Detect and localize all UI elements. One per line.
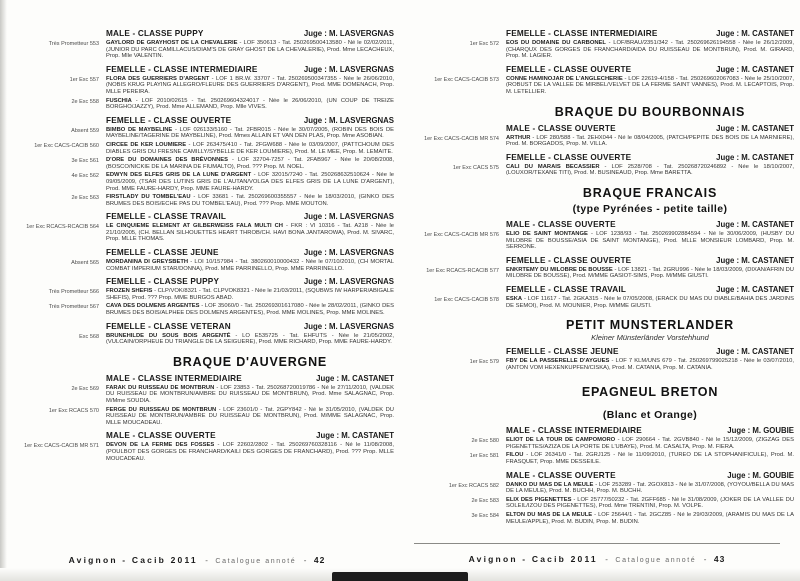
footer-event-title: Avignon - Cacib 2011 [68,555,198,565]
dog-details: - LOF 026133/5160 - Tat. 2FBR015 - Née le 30/07/2005, (ROBIN DES BOIS DE MAYBELINE/TAGERINE DE MAYBELINE), Prod. Mmes ALLAIN ET VAN DEN PLAS, Prop. Mme ASOBIAN. [106,126,394,140]
class-label: FEMELLE - CLASSE OUVERTE [506,152,632,162]
entry-row [0,157,394,170]
dog-name: ENKRTEMY DU MILOBRE DE BOUSSE [506,266,613,273]
dog-name: MORDANINA DI GREYSBETH [106,259,189,266]
award-annotation: Exc 568 [79,333,99,340]
award-annotation: 3e Exc 561 [71,158,99,165]
dog-details: - LOF 33681 - Tat. 250269600355557 - Née le 18/03/2010, (GINKO DES BRUMES DES BOIS/ECHE PAS DU TOMBEL'EAU), Prod. ??? Prop. MME MOUTON. [106,194,394,207]
dog-name: DEVON DE LA FERME DES FOSSES [106,442,215,449]
dog-name: CIRCEE DE KER LOUMIERE [106,141,187,148]
dog-details: - LOF 32015/7240 - Tat. 250268632510624 - Née le 09/05/2009, (TSAR DES LUTINS GRIS DE L'AUTAN/VOLGA DES ELFES GRIS DE LA LUNE D'ARGENT), Prod. MME FAURE-HARDY, Prop. MME FAURE-HARDY. [106,172,394,192]
award-annotation: 1er Exc CACS-CACIB 573 [434,76,499,83]
breed-heading [506,186,794,215]
class-header [106,29,394,38]
class-label: FEMELLE - CLASSE INTERMEDIAIRE [506,29,658,38]
entry-row [400,40,794,60]
scan-binding-mark [332,572,468,581]
entry-row [0,385,394,405]
judge-label: Juge : M. CASTANET [716,284,794,294]
breed-title: BRAQUE FRANCAIS [582,185,718,200]
class-label: FEMELLE - CLASSE PUPPY [106,277,220,287]
dog-name: FUSCHIA [106,97,132,104]
judge-label: Juge : M. LASVERGNAS [303,277,394,287]
judge-label: Juge : M. CASTANET [716,123,794,133]
dog-entry-text [106,142,394,155]
breed-subtitle: Kleiner Münsterländer Vorstehhund [591,333,709,343]
entry-row [400,296,794,309]
class-header [106,212,394,221]
class-label: FEMELLE - CLASSE OUVERTE [106,115,232,125]
dog-details: - LOF 290664 - Tat. 2GVB840 - Né le 15/12/2009, (ZIGZAG DES PIGENETTES/AZIZA DE LA PORTE DE L'UBAYE), Prod. M. CASALTA, Prop. M. FIERA. [506,437,794,450]
entry-row [0,142,394,155]
entry-row [400,76,794,96]
breed-heading [506,105,794,119]
dog-entry-text [106,40,394,60]
dog-entry-text [506,452,794,465]
footer-catalog-label: Catalogue annoté [215,558,297,565]
award-annotation: Très Prometteur 567 [48,304,99,311]
judge-label: Juge : M. CASTANET [716,255,794,265]
page-43-footer [414,543,780,567]
dog-name: ELIX DES PIGENETTES [506,496,572,503]
dog-name: FILOU [506,452,524,459]
dog-name: BIMBO DE MAYBELINE [106,126,173,133]
dog-name: BRUNEHILDE DU SOUS BOIS ARGENTÉ [106,332,231,339]
dog-entry-text [506,497,794,510]
breed-heading [506,318,794,342]
award-annotation: 1er Exc RCACS-RCACIB 577 [426,267,499,274]
judge-label: Juge : M. LASVERGNAS [303,115,394,125]
dog-details: - LOF 23601/0 - Tat. 2GPY842 - Né le 31/05/2010, (VALDEK DU RUISSEAU DE MONTBRUN/AMBRE DU RUISSEAU DE MONTBRUN), Prod. M/MME SALAGNAC, Prop. MLLE MOUCADEAU. [106,406,394,426]
entry-row [0,76,394,96]
class-label: FEMELLE - CLASSE TRAVAIL [506,284,627,294]
dog-entry-text [106,172,394,192]
judge-label: Juge : M. CASTANET [716,64,794,74]
entry-row [400,452,794,465]
page-42-content [0,24,394,546]
award-annotation: 3e Exc 584 [471,513,499,520]
award-annotation: Absent 559 [71,127,99,134]
award-annotation: 1er Exc 572 [469,41,499,47]
footer-catalog-label: Catalogue annoté [615,557,697,564]
class-label: MALE - CLASSE INTERMEDIAIRE [506,426,642,436]
dog-name: D'ORE DU DOMAINES DES BRÉVONNES [106,157,229,164]
dog-details: - LOF 11617 - Tat. 2GKA315 - Née le 07/05/2008, (ERACK DU MAS DU DIABLE/BAHIA DES JARDINS DE SEMOI), Prod. M. MOUNIER, Prop. M/MME GIUSTI. [506,295,794,309]
footer-separator: - [703,555,707,564]
entry-row [0,223,394,243]
dog-details: - CLP/VOK/8321 - Tat. CLPVOK8321 - Née le 21/03/2011, (SQUBWS IW HARPER/ABIGALE SHEFIS), Prod. ??? Prop. MME BURGOS ABAD. [106,288,394,301]
dog-entry-text [506,358,794,371]
judge-label: Juge : M. CASTANET [716,219,794,229]
award-annotation: 1er Exc CACS-CACIB 560 [34,142,99,149]
dog-details: - LO E535725 - Tat. EHFUTS - Née le 21/05/2002, (VULCAIN/ORPHEUE DU TRIANGLE DE LA SEIGUERE), Prod. MME RICHARD, Prop. MME FAURE-HARDY. [106,332,394,346]
judge-label: Juge : M. CASTANET [716,29,794,38]
dog-entry-text [106,223,394,243]
class-header [106,65,394,74]
award-annotation: 1er Exc RCACS 582 [448,482,499,489]
entry-row [400,164,794,177]
award-annotation: Très Prometteur 553 [48,41,99,47]
dog-name: CAVA DES DOLMENS ARGENTES [106,303,200,310]
dog-entry-text [506,40,794,60]
judge-label: Juge : M. CASTANET [316,373,394,383]
dog-details: - LOF 263475/410 - Tat. 2FGW688 - Née le 03/09/2007, (PATTCHOUM DES DIABLES GRIS DU FRESNE CAMILLY/SYBELLE DE KER LOUMIERE), Prod. M. LE MEE, Prop. M. LEMAITE. [106,141,394,155]
class-header [106,374,394,383]
dog-entry-text [106,127,394,140]
entry-row [0,40,394,60]
entry-row [0,333,394,346]
entry-row [0,407,394,427]
dog-entry-text [106,194,394,207]
dog-entry-text [106,303,394,316]
dog-details: - LOF 350613 - Tat. 250269500413580 - Né le 02/02/2011, (JUNIOR DU PARC CAMILLACUS/DIAM'S DE GRAY GHOST DE LA CHEVALERIE), Prod. Mme LECACHEUX, Prop. Mlle VALENTIN. [106,40,394,60]
entry-row [0,127,394,140]
dog-name: CONNE HAMINOJAR DE L'ANGLECHERIE [506,75,623,82]
award-annotation: 1er Exc RCACS-RCACIB 564 [26,224,99,231]
dog-entry-text [106,98,394,111]
class-header [506,285,794,294]
judge-label: Juge : M. CASTANET [716,152,794,162]
footer-page-number: 43 [713,554,726,564]
dog-name: FERGE DU RUISSEAU DE MONTBRUN [106,406,217,413]
award-annotation: 1er Exc CACS-CACIB MR 574 [424,135,499,142]
class-label: FEMELLE - CLASSE OUVERTE [506,255,632,265]
judge-label: Juge : M. LASVERGNAS [303,212,394,222]
class-header [506,426,794,435]
entry-row [400,482,794,495]
dog-name: FROZEN SHEFIS [106,288,153,295]
dog-details: - LOF 25777/50232 - Tat. 2GFF685 - Né le 31/08/2009, (JOKER DE LA VALLEE DU SOLEIL/IZOU DES PIGENETTES), Prod. Mme TRENTINI, Prop. M. VOLPE. [506,496,794,510]
entry-row [0,98,394,111]
class-label: FEMELLE - CLASSE JEUNE [506,347,619,357]
breed-heading [506,385,794,421]
class-label: MALE - CLASSE OUVERTE [106,431,216,441]
award-annotation: 2e Exc 563 [71,195,99,202]
dog-entry-text [106,407,394,427]
award-annotation: 1er Exc CACS-CACIB 578 [434,296,499,303]
dog-details: - LOF 280/588 - Tat. 2EHX044 - Né le 08/04/2005, (PATCH/PEPITE DES BOIS DE LA MARNIERE), Prod. M. BORGADOS, Prop. M. VILLA. [506,134,794,148]
dog-name: FLORA DES GUERRIERS D'ARGENT [106,75,210,82]
judge-label: Juge : M. LASVERGNAS [303,29,394,38]
award-annotation: 1er Exc 579 [469,359,499,366]
dog-details: - LOF 253289 - Tat. 2GOX813 - Né le 31/07/2008, (YOYOU/BELLA DU MAS DE LA MEULE), Prod. M. BUCHH, Prop. M. BUCHH. [506,481,794,495]
dog-details: - LOF 32704-7257 - Tat. 2FAB967 - Née le 20/08/2008, (BOSCO/NICKIE DE LA MARINA DE FIUMALTO), Prod. ??? Prop. M. NOEL. [106,157,394,170]
class-header [506,220,794,229]
breed-title: BRAQUE D'AUVERGNE [172,354,328,369]
award-annotation: 2e Exc 580 [471,438,499,445]
footer-event-title: Avignon - Cacib 2011 [468,554,598,564]
class-label: FEMELLE - CLASSE VETERAN [106,321,231,331]
breed-title: BRAQUE DU BOURBONNAIS [554,104,746,119]
class-label: MALE - CLASSE INTERMEDIAIRE [106,373,242,383]
class-header [506,256,794,265]
dog-entry-text [506,135,794,148]
class-header [506,471,794,480]
dog-name: ARTHUR [506,134,531,141]
dog-entry-text [506,437,794,450]
footer-separator: - [605,555,608,564]
class-header [506,29,794,38]
entry-row [0,288,394,301]
dog-name: ELIO DE SAINT MONTANGE [506,230,588,237]
award-annotation: 2e Exc 583 [471,497,499,504]
class-header [106,322,394,331]
dog-entry-text [506,482,794,495]
entry-row [0,442,394,462]
dog-name: GAYLORD DE GRAYHOST DE LA CHEVALERIE [106,40,238,46]
breed-subtitle: (type Pyrénées - petite taille) [572,202,728,215]
entry-row [0,194,394,207]
dog-entry-text [506,231,794,251]
award-annotation: 2e Exc 569 [71,385,99,392]
dog-entry-text [106,76,394,96]
dog-entry-text [506,267,794,280]
dog-entry-text [106,157,394,170]
dog-entry-text [506,164,794,177]
entry-row [400,135,794,148]
dog-name: DANKO DU MAS DE LA MEULE [506,481,594,488]
class-label: MALE - CLASSE OUVERTE [506,470,616,480]
dog-name: FBY DE LA PASSERELLE D'AYGUES [506,358,610,365]
award-annotation: 1er Exc 557 [69,76,99,83]
judge-label: Juge : M. CASTANET [316,431,394,441]
entry-row [400,497,794,510]
class-header [106,248,394,257]
dog-details: - FKR : VI 10316 - Tat. A218 - Née le 21/10/2005, (CH. BELLAN SILHOUETTES HEART THROB/CH. HAVI BONA JANTAROWA), Prod. M. SIVARC, Prop. MLLE THOMAS. [106,223,394,243]
entry-row [400,267,794,280]
entry-row [400,512,794,525]
class-label: MALE - CLASSE OUVERTE [506,123,616,133]
footer-separator: - [205,556,208,565]
award-annotation: 1er Exc CACS 575 [452,164,499,171]
judge-label: Juge : M. GOUBIE [727,470,794,480]
judge-label: Juge : M. GOUBIE [727,426,794,436]
dog-details: - LOF 13821 - Tat. 2GRU996 - Née le 18/03/2009, (DIXAN/AFRIN DU MILOBRE DE BOUSSE), Prod. M/MME GASIOT-SIMS, Prop. M/MME GIUSTI. [506,266,794,280]
dog-details: - LOF 7 KLM/UNS 679 - Tat. 250269799025218 - Née le 03/07/2010, (ANTON VOM HEXENKUPFEN/CISKA), Prod. M. CATANIA, Prop. M. CATANIA. [506,358,794,371]
page-42-footer [14,550,380,568]
class-header [506,347,794,356]
class-header [506,65,794,74]
dog-details: - LOF 35060/0 - Tat. 250269301617080 - Née le 28/02/2011, (GINKO DES BRUMES DES BOIS/ALPHEE DES DOLMENS ARGENTES), Prod. MME MOLINES, Prop. MME MOLINES. [106,303,394,317]
class-label: MALE - CLASSE PUPPY [106,29,204,38]
breed-title: EPAGNEUL BRETON [581,385,719,400]
dog-name: LE CINQUIEME ELEMENT AT GILBERWEISS FALA MULTI CH [106,223,283,230]
class-header [106,431,394,440]
class-label: FEMELLE - CLASSE OUVERTE [506,64,632,74]
entry-row [400,231,794,251]
judge-label: Juge : M. LASVERGNAS [303,248,394,258]
dog-entry-text [106,385,394,405]
award-annotation: 1er Exc CACS-CACIB MR 571 [24,443,99,450]
award-annotation: 1er Exc RCACS 570 [48,407,99,414]
page-43-content [400,24,794,546]
class-header [506,124,794,133]
class-label: FEMELLE - CLASSE INTERMEDIAIRE [106,64,258,74]
dog-name: FIRSTLADY DU TOMBEL'EAU [106,194,191,201]
dog-name: ELIOT DE LA TOUR DE CAMPOMORO [506,437,616,444]
dog-details: - LOF/BRAU/2351/342 - Tat. 250269626194558 - Née le 26/12/2009, (CHARQUX DES GORGES DE FRANCHARD/AIDA DU RUISSEAU DE MONTBRUN), Prod. M. GIRARD, Prop. M. LAGIER. [506,40,794,60]
dog-name: EDWYN DES ELFES GRIS DE LA LUNE D'ARGENT [106,172,252,179]
judge-label: Juge : M. LASVERGNAS [303,64,394,74]
entry-row [400,437,794,450]
dog-name: ESKA [506,295,523,302]
dog-details: - LOF 23853 - Tat. 250268720019786 - Né le 27/11/2010, (VALDEK DU RUISSEAU DE MONTBRUN/AMBRE DU RUISSEAU DE MONTBRUN), Prod. Mme SALAGNAC, Prop. M/Mme SOUDIA. [106,384,394,404]
class-label: FEMELLE - CLASSE JEUNE [106,248,219,258]
entry-row [0,303,394,316]
dog-entry-text [106,442,394,462]
award-annotation: Absent 565 [71,260,99,267]
award-annotation: 4e Exc 562 [71,173,99,180]
dog-details: - LOF 26341/0 - Tat. 2GRJ125 - Né le 11/09/2010, (TUREO DE LA STOPHANIFICULE), Prod. M. FRASQUET, Prop. MME DESSEILE. [506,452,794,466]
judge-label: Juge : M. CASTANET [716,347,794,357]
class-label: FEMELLE - CLASSE TRAVAIL [106,212,227,222]
dog-details: - LOF 1 BR.W. 33707 - Tat. 250269500347355 - Née le 26/06/2010, (NOBIS KRUG PLAYING ALLEGRO/FLEURE DES GUERRIERS D'ARGENT), Prod. MME DOMENACH, Prop. MLLE PEREIRA. [106,75,394,95]
dog-entry-text [106,259,394,272]
dog-entry-text [506,512,794,525]
breed-title: PETIT MUNSTERLANDER [566,318,734,333]
dog-entry-text [106,288,394,301]
entry-row [0,172,394,192]
class-header [506,153,794,162]
dog-entry-text [506,296,794,309]
dog-name: ELTON DU MAS DE LA MEULE [506,512,593,519]
award-annotation: 2e Exc 558 [71,98,99,105]
award-annotation: Très Prometteur 566 [48,289,99,296]
dog-entry-text [506,76,794,96]
entry-row [400,358,794,371]
dog-details: - LOF 2528/708 - Tat. 250268720246892 - Née le 18/10/2007, (LOUXOR/TEXANE TITI), Prod. M. BUSINEAUD, Prop. Mme BARETTA. [506,163,794,177]
dog-details: - LOF 22602/2802 - Tat. 250269760328116 - Né le 11/08/2008, (POULBOT DES GORGES DE FRANCHARD/KAILI DES GORGES DE FRANCHARD), Prod. ??? Prop. MLLE MOUCADEAU. [106,442,394,462]
dog-details: - LOF 22619-4/158 - Tat. 250269602067083 - Née le 25/10/2007, (ROBUST DE LA VALLEE DE MIRBEL/VELVET DE LA FERME SAINT VANNES), Prod. M. LECAPTOIS, Prop. M. LETELLIER. [506,75,794,95]
award-annotation: 1er Exc 581 [469,453,499,460]
dog-name: FARAK DU RUISSEAU DE MONTBRUN [106,384,215,391]
class-header [106,277,394,286]
entry-row [0,259,394,272]
dog-name: CALI DU MARAIS BECASSIER [506,163,600,170]
breed-heading [106,355,394,369]
judge-label: Juge : M. LASVERGNAS [303,321,394,331]
class-header [106,116,394,125]
award-annotation: 1er Exc CACS-CACIB MR 576 [424,231,499,238]
footer-separator: - [303,556,307,565]
breed-subtitle: (Blanc et Orange) [602,409,698,422]
catalog-page-43 [400,0,800,581]
dog-entry-text [106,333,394,346]
class-label: MALE - CLASSE OUVERTE [506,219,616,229]
dog-details: - LOF 2010/02615 - Tat. 250269604324017 - Née le 26/06/2010, (UN COUP DE TREIZE BORGHO/JAZZY), Prod. Mme ALLEMAND, Prop. Mlle VIVES. [106,97,394,111]
dog-details: - LOF 1238/93 - Tat. 250269902884594 - Né le 30/06/2009, (HUSBY DU MILOBRE DE BOUSSE/ASIA DE SAINT MONTANGE), Prod. MLLE MONSIEUR LOMBARD, Prop. M. SERRONE. [506,230,794,251]
dog-details: - LOF 25644/1 - Tat. 2GCZ85 - Né le 29/03/2009, (ARAMIS DU MAS DE LA MEULE/APPLE), Prod. M. BUDIN, Prop. M. BUDIN. [506,512,794,525]
dog-details: - LOI 10/157984 - Tat. 380260010000432 - Née le 07/10/2010, (CH MORTAL COMBAT IMPERIUM STAR/DONNA), Prod. MME PARRINELLO, Prop. MME PARRINELLO. [106,259,394,272]
footer-page-number: 42 [313,555,326,565]
dog-name: EOS DU DOMAINE DU CARBONEL [506,40,606,46]
